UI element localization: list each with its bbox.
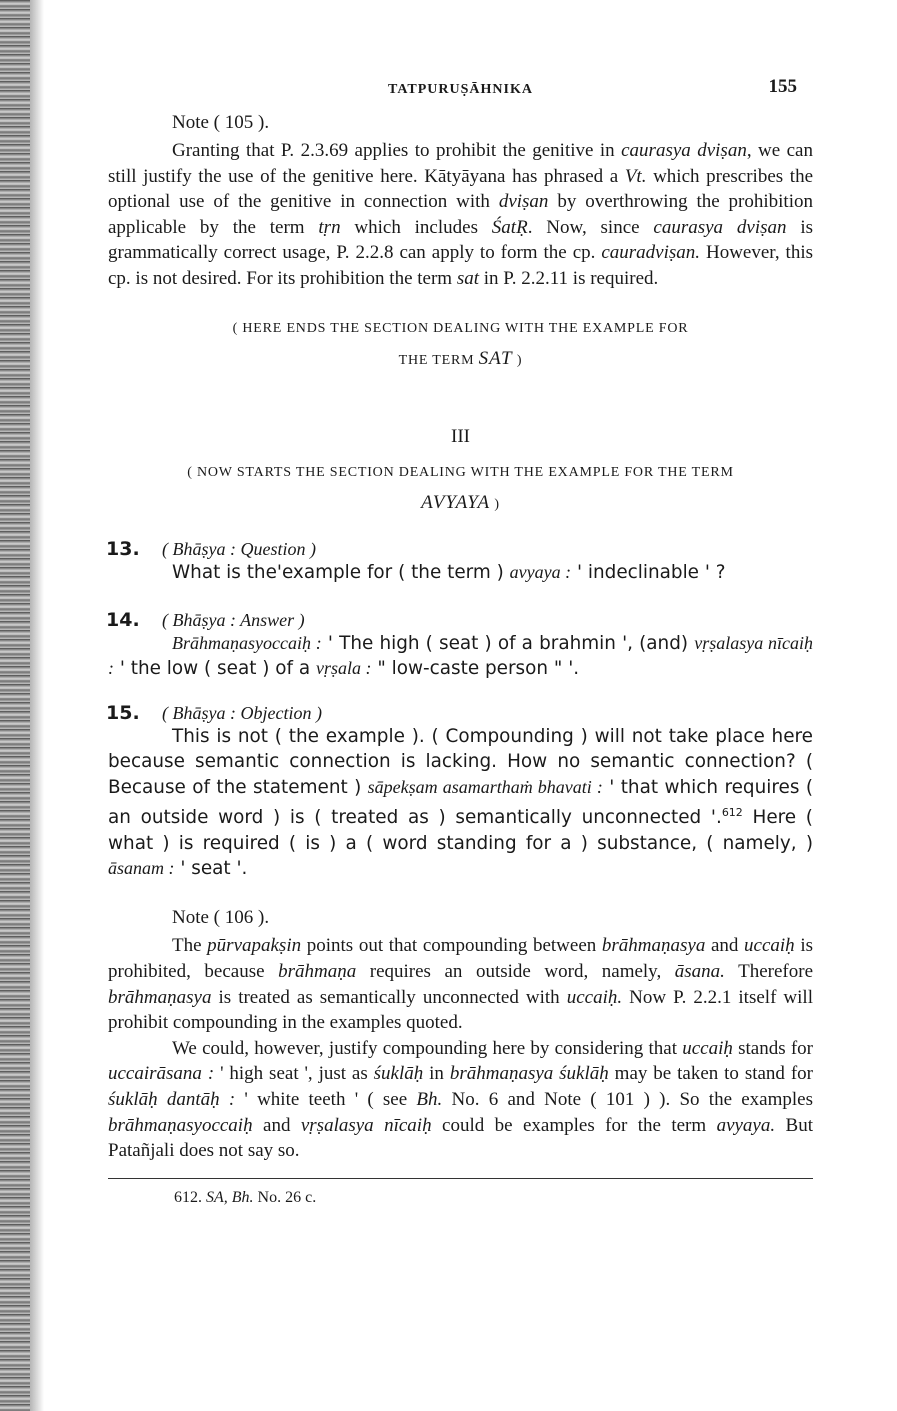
text-run: ' high seat ', just as: [214, 1063, 374, 1085]
entry-number: 15.: [106, 701, 140, 724]
text-run: in: [423, 1063, 450, 1085]
text-run: No. 6 and Note ( 101 ) ). So the examples: [442, 1088, 813, 1110]
text-run: is prohibited, because: [108, 935, 813, 982]
text-run: and: [705, 935, 745, 957]
text-run: ' The high ( seat ) of a brahmin ', (and): [321, 632, 695, 654]
footnote-marker: 612: [721, 806, 743, 819]
section-start-line-2: [108, 488, 813, 520]
term: brāhmaṇasya: [601, 935, 706, 957]
footnote-612: [174, 1189, 813, 1207]
term: vṛṣalasya nīcaiḥ :: [108, 632, 813, 679]
text-run: by overthrowing the prohibition applicable by the term: [108, 191, 813, 238]
term: āsanam :: [108, 857, 175, 878]
text-run: , we can still justify the use of the genitive here. Kātyāyana has phrased a: [108, 140, 813, 187]
text-run: points out that compounding between: [301, 935, 602, 957]
term: AVYAYA: [421, 491, 491, 513]
term: pūrvapakṣin: [207, 935, 302, 957]
page: [108, 72, 813, 1207]
note-106-paragraph-2: [108, 1036, 813, 1164]
term: caurasya dviṣan: [621, 140, 747, 161]
term: vṛṣala :: [315, 658, 372, 679]
term: avyaya :: [509, 561, 572, 582]
entry-label: ( Bhāṣya : Answer ): [162, 609, 305, 630]
scan-edge-shadow: [0, 0, 30, 1411]
text-run: What is the'example for ( the term ): [172, 561, 510, 583]
entry-15-heading: [108, 702, 813, 724]
section-end-line-2: [108, 344, 813, 376]
term: Bh.: [416, 1088, 443, 1110]
term: avyaya.: [716, 1114, 776, 1136]
term: caurasya dviṣan: [653, 216, 787, 238]
footnote-text: No. 26 c.: [253, 1188, 317, 1206]
text-run: However, this cp. is not desired. For its prohibition the term: [108, 242, 814, 289]
term: uccaiḥ.: [566, 986, 623, 1008]
term: śuklāḥ dantāḥ :: [108, 1088, 236, 1110]
text-run: stands for: [732, 1037, 814, 1059]
entry-15-text: [108, 724, 813, 882]
page-header: [108, 72, 813, 106]
text-run: But Patañjali does not say so.: [108, 1114, 813, 1162]
section-numeral: III: [451, 425, 470, 447]
term: uccairāsana :: [108, 1063, 215, 1085]
page-number: 155: [768, 76, 797, 97]
text-run: and: [252, 1114, 301, 1136]
text-run: in P. 2.2.11 is required.: [479, 267, 659, 289]
entry-14-text: [108, 631, 813, 682]
scan-edge-gradient: [30, 0, 44, 1411]
term: cauradviṣan.: [601, 242, 701, 264]
text-run: ' seat '.: [174, 857, 248, 879]
text-run: ' white teeth ' ( see: [235, 1088, 417, 1110]
term: sāpekṣam asamarthaṁ bhavati :: [367, 776, 603, 797]
text-run: Granting that P. 2.3.69 applies to prohibit the genitive in: [172, 140, 622, 161]
running-title: TATPURUṢĀHNIKA: [388, 82, 533, 97]
note-105-paragraph: [108, 138, 813, 292]
term: uccaiḥ: [744, 935, 795, 957]
footnote-number: 612.: [174, 1188, 202, 1206]
text-run: may be taken to stand for: [608, 1063, 813, 1085]
term: śuklāḥ: [373, 1063, 424, 1085]
term: brāhmaṇa: [278, 960, 357, 982]
text-run: which prescribes the optional use of the genitive in connection with: [108, 165, 813, 213]
text-run: We could, however, justify compounding here by considering that: [172, 1037, 683, 1059]
text-run: requires an outside word, namely,: [356, 960, 675, 982]
footnote-rule: [108, 1178, 813, 1179]
section-end-line-1: ( HERE ENDS THE SECTION DEALING WITH THE EXAMPLE FOR: [232, 320, 689, 336]
term: Brāhmaṇasyoccaiḥ :: [172, 632, 322, 653]
text-run: " low-caste person " '.: [371, 658, 580, 680]
text-run: which includes: [340, 216, 492, 238]
text-run: is treated as semantically unconnected with: [211, 986, 567, 1008]
term: SAT: [478, 347, 513, 369]
text-run: . Now, since: [527, 216, 654, 238]
entry-14-heading: [108, 609, 813, 631]
note-106-paragraph-1: [108, 933, 813, 1035]
text-run: THE TERM: [398, 352, 479, 368]
entry-label: ( Bhāṣya : Question ): [162, 538, 316, 559]
text-run: ): [490, 496, 500, 512]
term: Vt.: [624, 165, 647, 187]
note-105-heading: Note ( 105 ).: [172, 112, 270, 133]
text-run: ' that which requires ( an outside word ) is ( treated as ) semantically unconnected '.: [108, 776, 813, 829]
text-run: ' the low ( seat ) of a: [114, 658, 316, 680]
text-run: ): [512, 352, 523, 368]
note-106-heading: Note ( 106 ).: [172, 907, 270, 929]
footnote-source: SA, Bh.: [206, 1188, 254, 1206]
term: āsana.: [674, 960, 725, 982]
text-run: ' indeclinable ' ?: [571, 561, 726, 583]
entry-13-text: [108, 560, 813, 585]
entry-label: ( Bhāṣya : Objection ): [162, 702, 322, 723]
entry-number: 14.: [106, 608, 140, 631]
term: uccaiḥ: [682, 1037, 733, 1059]
text-run: Here ( what ) is required ( is ) a ( word standing for a ) substance, ( namely, ): [108, 807, 813, 854]
term: ŚatṚ: [491, 216, 528, 238]
term: brāhmaṇasya: [108, 986, 212, 1008]
text-run: The: [172, 935, 208, 957]
text-run: This is not ( the example ). ( Compounding ) will not take place here because semantic connection is lacking. How no semantic connection? ( Because of the statement ): [108, 725, 813, 798]
text-run: is grammatically correct usage, P. 2.2.8 can apply to form the cp.: [108, 216, 813, 264]
term: sat: [456, 267, 480, 289]
text-run: could be examples for the term: [431, 1114, 717, 1136]
entry-number: 13.: [106, 537, 140, 560]
term: vṛṣalasya nīcaiḥ: [300, 1114, 432, 1136]
term: brāhmaṇasya śuklāḥ: [449, 1063, 609, 1085]
entry-13-heading: [108, 538, 813, 560]
term: tṛn: [318, 216, 341, 238]
text-run: Therefore: [724, 960, 813, 982]
section-start-line-1: ( NOW STARTS THE SECTION DEALING WITH THE EXAMPLE FOR THE TERM: [187, 464, 734, 480]
text-run: Now P. 2.2.1 itself will prohibit compounding in the examples quoted.: [108, 986, 813, 1034]
term: brāhmaṇasyoccaiḥ: [108, 1114, 253, 1136]
term: dviṣan: [498, 191, 549, 213]
